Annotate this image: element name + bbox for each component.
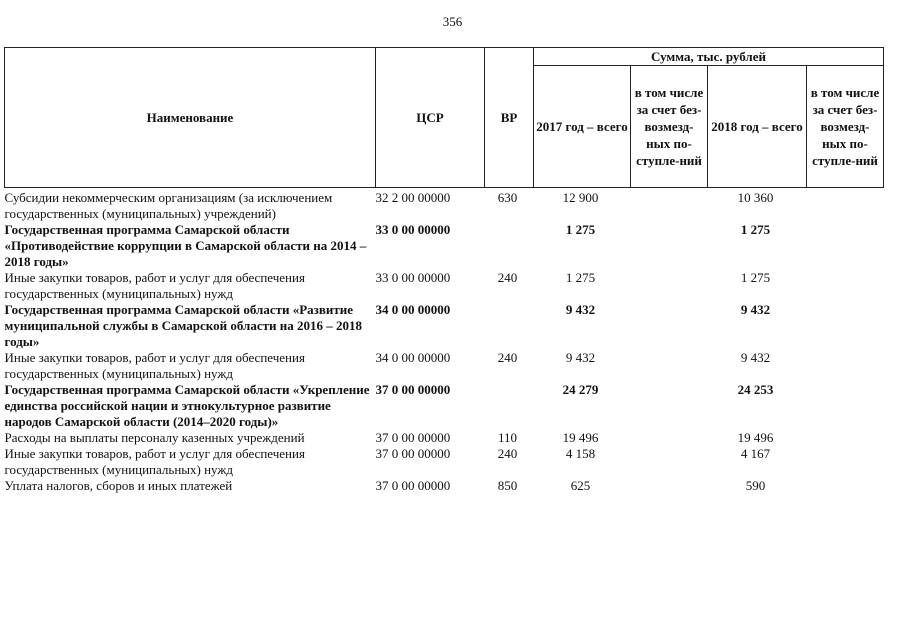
- cell-csr: 37 0 00 00000: [375, 478, 451, 493]
- cell-2017-gratuitous: [631, 382, 708, 430]
- cell-2017-gratuitous: [631, 350, 708, 382]
- cell-name: Иные закупки товаров, работ и услуг для обеспечения государственных (муниципальных) нужд: [4, 446, 305, 477]
- cell-2018-gratuitous: [807, 446, 884, 478]
- cell-name: Расходы на выплаты персоналу казенных учреждений: [4, 430, 305, 445]
- table-body: [5, 188, 884, 495]
- table-row: [5, 446, 884, 478]
- cell-2018-total: 4 167: [740, 446, 771, 461]
- cell-name: Субсидии некоммерческим организациям (за исключением государственных (муниципальных) учреждений): [4, 190, 333, 221]
- cell-vr: 850: [497, 478, 518, 493]
- cell-2017-total: 1 275: [565, 222, 596, 237]
- cell-2017-total: 12 900: [562, 190, 599, 205]
- cell-2018-gratuitous: [807, 270, 884, 302]
- cell-csr: 37 0 00 00000: [375, 430, 451, 445]
- table-row: [5, 430, 884, 446]
- table-row: [5, 270, 884, 302]
- cell-vr: 240: [497, 446, 518, 461]
- cell-vr: [485, 382, 534, 430]
- cell-name: Государственная программа Самарской области «Развитие муниципальной службы в Самарской области на 2016 – 2018 годы»: [4, 302, 362, 349]
- cell-2017-total: 4 158: [565, 446, 596, 461]
- cell-2017-total: 9 432: [565, 350, 596, 365]
- cell-csr: 34 0 00 00000: [375, 302, 451, 317]
- cell-2017-gratuitous: [631, 478, 708, 494]
- table-row: [5, 382, 884, 430]
- cell-2017-total: 24 279: [562, 382, 599, 397]
- cell-2017-gratuitous: [631, 446, 708, 478]
- cell-2018-gratuitous: [807, 430, 884, 446]
- cell-2017-total: 625: [570, 478, 591, 493]
- cell-2017-gratuitous: [631, 188, 708, 223]
- cell-csr: 37 0 00 00000: [375, 446, 451, 461]
- table-row: [5, 478, 884, 494]
- cell-csr: 37 0 00 00000: [375, 382, 451, 397]
- cell-2017-total: 9 432: [565, 302, 596, 317]
- cell-name: Государственная программа Самарской области «Противодействие коррупции в Самарской области на 2014 – 2018 годы»: [4, 222, 367, 269]
- header-2017-total: 2017 год – всего: [534, 66, 631, 188]
- cell-name: Государственная программа Самарской области «Укрепление единства российской нации и этнокультурное развитие народов Самарской области (2014–2020 годы)»: [4, 382, 370, 429]
- cell-csr: 33 0 00 00000: [375, 222, 451, 237]
- cell-2018-gratuitous: [807, 302, 884, 350]
- cell-2018-gratuitous: [807, 478, 884, 494]
- cell-vr: [485, 302, 534, 350]
- budget-table: [4, 47, 884, 494]
- cell-vr: 240: [497, 270, 518, 285]
- cell-2018-total: 24 253: [737, 382, 774, 397]
- cell-2017-total: 1 275: [565, 270, 596, 285]
- table-row: [5, 222, 884, 270]
- table-row: [5, 302, 884, 350]
- header-2018-gratuitous: в том числе за счет без-возмезд-ных по-ступле-ний: [807, 66, 884, 188]
- header-sum: Сумма, тыс. рублей: [534, 48, 884, 66]
- header-vr: ВР: [485, 48, 534, 188]
- cell-2017-gratuitous: [631, 302, 708, 350]
- cell-2018-total: 1 275: [740, 222, 771, 237]
- cell-vr: 110: [497, 430, 518, 445]
- cell-2018-gratuitous: [807, 222, 884, 270]
- cell-csr: 34 0 00 00000: [375, 350, 451, 365]
- cell-2018-total: 9 432: [740, 302, 771, 317]
- cell-name: Иные закупки товаров, работ и услуг для обеспечения государственных (муниципальных) нужд: [4, 270, 305, 301]
- cell-csr: 33 0 00 00000: [375, 270, 451, 285]
- cell-2018-gratuitous: [807, 382, 884, 430]
- cell-2018-total: 590: [745, 478, 766, 493]
- cell-2018-gratuitous: [807, 350, 884, 382]
- cell-2018-total: 10 360: [737, 190, 774, 205]
- table-row: [5, 350, 884, 382]
- table-header: [5, 48, 884, 188]
- table-row: [5, 188, 884, 223]
- cell-2018-gratuitous: [807, 188, 884, 223]
- cell-2018-total: 9 432: [740, 350, 771, 365]
- page-number: 356: [442, 14, 463, 29]
- cell-2017-gratuitous: [631, 270, 708, 302]
- cell-vr: 240: [497, 350, 518, 365]
- cell-2017-gratuitous: [631, 430, 708, 446]
- cell-csr: 32 2 00 00000: [375, 190, 451, 205]
- header-csr: ЦСР: [376, 48, 485, 188]
- cell-2017-gratuitous: [631, 222, 708, 270]
- cell-vr: 630: [497, 190, 518, 205]
- cell-2018-total: 19 496: [737, 430, 774, 445]
- header-name: Наименование: [5, 48, 376, 188]
- cell-2017-total: 19 496: [562, 430, 599, 445]
- header-2017-gratuitous: в том числе за счет без-возмезд-ных по-ступле-ний: [631, 66, 708, 188]
- cell-name: Иные закупки товаров, работ и услуг для обеспечения государственных (муниципальных) нужд: [4, 350, 305, 381]
- cell-name: Уплата налогов, сборов и иных платежей: [4, 478, 233, 493]
- header-2018-total: 2018 год – всего: [708, 66, 807, 188]
- cell-2018-total: 1 275: [740, 270, 771, 285]
- cell-vr: [485, 222, 534, 270]
